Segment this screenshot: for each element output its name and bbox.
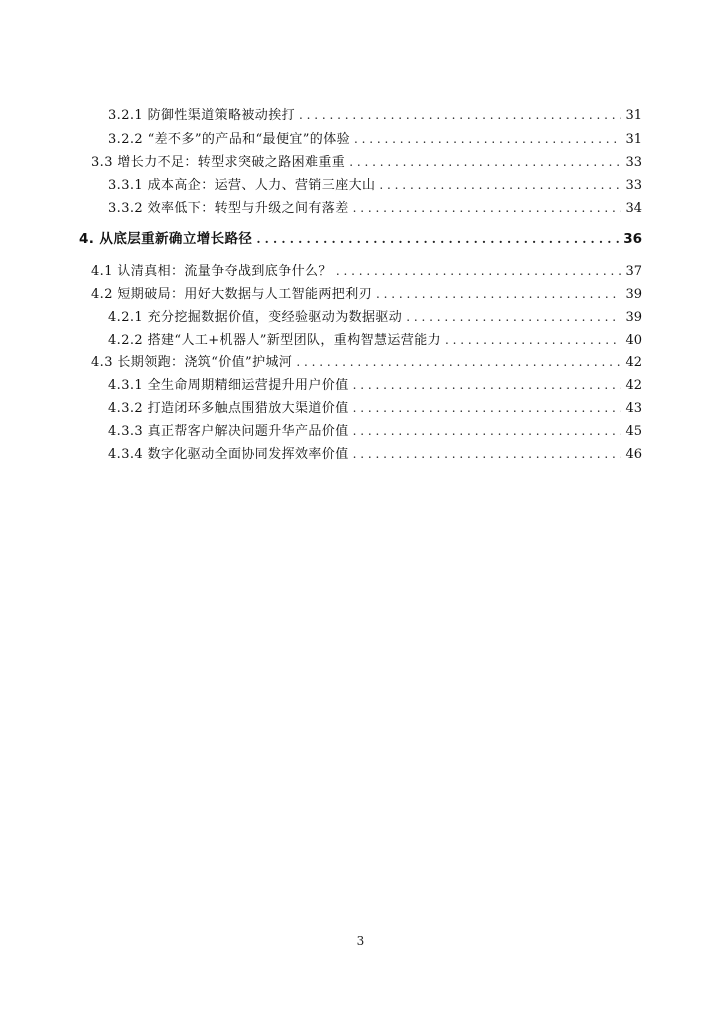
toc-entry-page: 33 [625, 155, 642, 170]
toc-entry-title: 3.3.1 成本高企：运营、人力、营销三座大山 [108, 178, 376, 193]
toc-entry-title: 3.3.2 效率低下：转型与升级之间有落差 [108, 201, 349, 216]
toc-dot-leader [353, 376, 621, 394]
toc-dot-leader [379, 176, 621, 194]
toc-dot-leader [353, 445, 621, 463]
toc-entry-page: 31 [625, 108, 642, 123]
toc-dot-leader [354, 130, 621, 148]
toc-entry-3-2-2[interactable] [108, 130, 642, 149]
toc-entry-3-3-1[interactable] [108, 176, 642, 195]
toc-entry-page: 37 [625, 264, 642, 279]
toc-dot-leader [299, 106, 621, 124]
toc-dot-leader [353, 199, 621, 217]
toc-entry-title: 4.3.2 打造闭环多触点围猎放大渠道价值 [108, 401, 349, 416]
page-number: 3 [356, 934, 365, 948]
toc-entry-page: 39 [625, 310, 642, 325]
toc-entry-page: 33 [625, 178, 642, 193]
toc-entry-4-2-2[interactable] [108, 331, 642, 350]
toc-entry-page: 34 [625, 201, 642, 216]
toc-entry-title: 4.3.3 真正帮客户解决问题升华产品价值 [108, 424, 349, 439]
toc-entry-4-1[interactable] [91, 262, 642, 281]
toc-dot-leader [349, 153, 621, 171]
toc-entry-title: 4.3.4 数字化驱动全面协同发挥效率价值 [108, 447, 349, 462]
toc-entry-title: 3.2.2 “差不多”的产品和“最便宜”的体验 [108, 132, 350, 147]
toc-entry-4-3[interactable] [91, 353, 642, 372]
toc-entry-title: 4.2.2 搭建“人工+机器人”新型团队，重构智慧运营能力 [108, 333, 441, 348]
toc-dot-leader [296, 353, 621, 371]
toc-entry-page: 42 [625, 355, 642, 370]
toc-entry-page: 40 [625, 333, 642, 348]
toc-entry-page: 45 [625, 424, 642, 439]
toc-entry-4-3-3[interactable] [108, 422, 642, 441]
toc-dot-leader [406, 308, 621, 326]
toc-entry-page: 46 [625, 447, 642, 462]
toc-entry-page: 31 [625, 132, 642, 147]
toc-entry-4[interactable] [79, 230, 642, 248]
toc-entry-3-2-1[interactable] [108, 106, 642, 125]
toc-dot-leader [256, 230, 620, 248]
toc-entry-4-2[interactable] [91, 285, 642, 304]
toc-entry-4-2-1[interactable] [108, 308, 642, 327]
toc-entry-title: 4. 从底层重新确立增长路径 [79, 231, 253, 247]
toc-dot-leader [445, 331, 621, 349]
toc-entry-title: 4.2 短期破局：用好大数据与人工智能两把利刃 [91, 287, 373, 302]
toc-dot-leader [353, 422, 621, 440]
toc-entry-title: 4.3 长期领跑：浇筑“价值”护城河 [91, 355, 293, 370]
toc-entry-page: 43 [625, 401, 642, 416]
toc-entry-page: 39 [625, 287, 642, 302]
toc-entry-4-3-2[interactable] [108, 399, 642, 418]
toc-entry-page: 42 [625, 378, 642, 393]
toc-entry-4-3-4[interactable] [108, 445, 642, 464]
toc-entry-3-3-2[interactable] [108, 199, 642, 218]
toc-entry-title: 3.3 增长力不足：转型求突破之路困难重重 [91, 155, 346, 170]
toc-dot-leader [376, 285, 621, 303]
toc-entry-4-3-1[interactable] [108, 376, 642, 395]
toc-entry-3-3[interactable] [91, 153, 642, 172]
toc-dot-leader [353, 399, 621, 417]
toc-dot-leader [336, 262, 621, 280]
toc-entry-page: 36 [623, 231, 642, 247]
toc-entry-title: 4.1 认清真相：流量争夺战到底争什么？ [91, 264, 332, 279]
toc-entry-title: 4.2.1 充分挖掘数据价值，变经验驱动为数据驱动 [108, 310, 403, 325]
toc-entry-title: 3.2.1 防御性渠道策略被动挨打 [108, 108, 296, 123]
toc-entry-title: 4.3.1 全生命周期精细运营提升用户价值 [108, 378, 349, 393]
